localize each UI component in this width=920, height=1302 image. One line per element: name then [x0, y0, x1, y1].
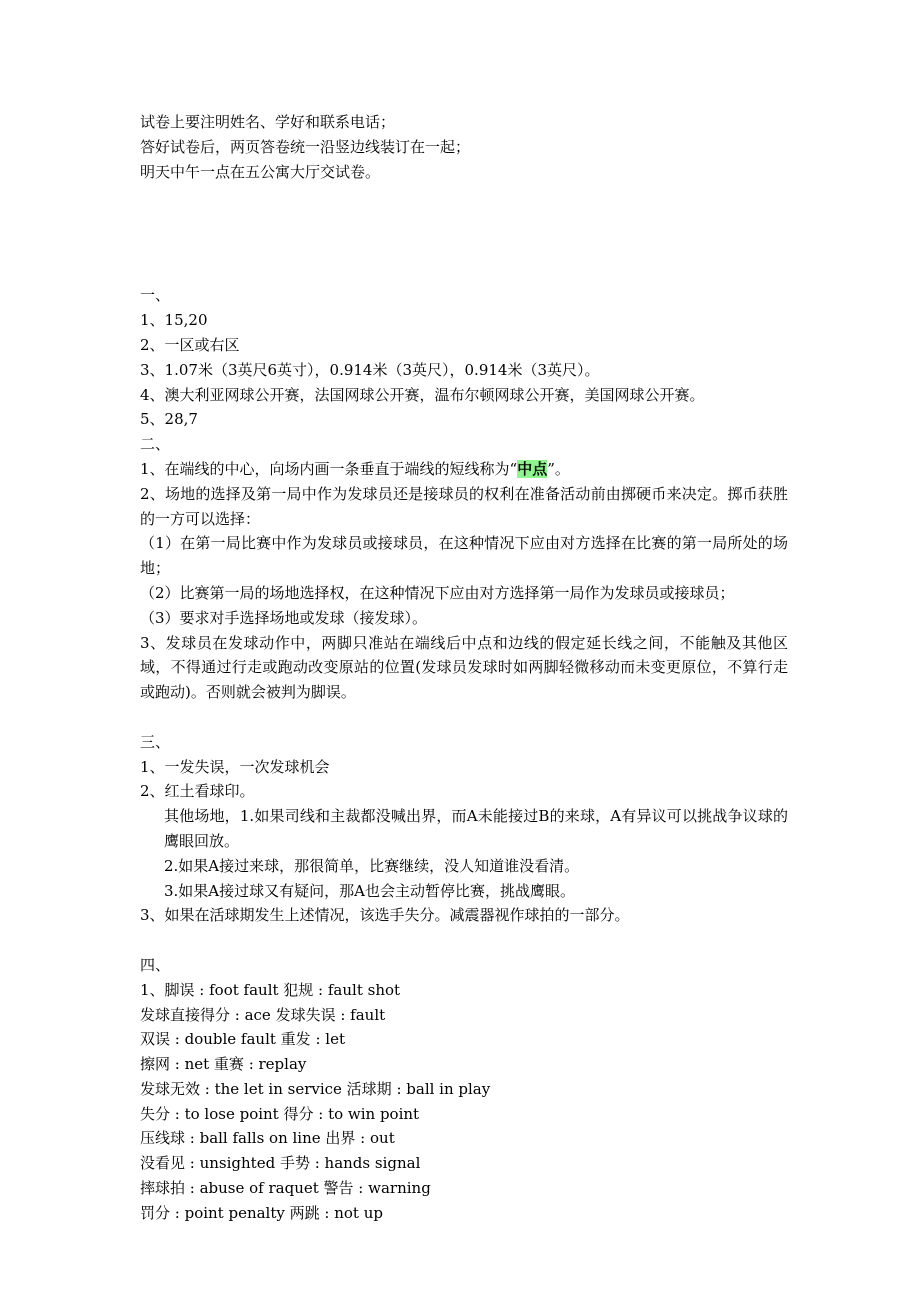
spacer: [140, 928, 788, 953]
section3-q2: 2、红土看球印。: [140, 782, 255, 801]
section2-q2: 2、场地的选择及第一局中作为发球员还是接球员的权利在准备活动前由掷硬币来决定。掷币获胜的一方可以选择：: [140, 484, 788, 528]
document-body: [140, 110, 788, 1226]
section2-q1-suffix: ”。: [547, 459, 570, 478]
section3-heading: 三、: [140, 732, 171, 751]
spacer: [140, 705, 788, 730]
section1-item: 3、1.07米（3英尺6英寸），0.914米（3英尺），0.914米（3英尺）。: [140, 360, 600, 379]
section2-q2-option: （1）在第一局比赛中作为发球员或接球员，在这种情况下应由对方选择在比赛的第一局所处的场地；: [140, 534, 788, 578]
note-line: 答好试卷后，两页答卷统一沿竖边线装订在一起；: [140, 137, 471, 156]
glossary-line: 擦网 : net 重赛 : replay: [140, 1055, 307, 1074]
section3-q3: 3、如果在活球期发生上述情况，该选手失分。减震器视作球拍的一部分。: [140, 906, 630, 925]
section2-q1: [140, 457, 788, 482]
section3-q2-sub: 2.如果A接过来球，那很简单，比赛继续，没人知道谁没看清。: [164, 856, 580, 875]
glossary-line: 压线球 : ball falls on line 出界 : out: [140, 1129, 395, 1148]
section1-item: 5、28,7: [140, 410, 198, 429]
section1-heading: 一、: [140, 286, 171, 305]
section1-item: 4、澳大利亚网球公开赛，法国网球公开赛，温布尔顿网球公开赛，美国网球公开赛。: [140, 385, 705, 404]
section3-q1: 1、一发失误，一次发球机会: [140, 757, 330, 776]
note-line: 明天中午一点在五公寓大厅交试卷。: [140, 162, 381, 181]
section2-q2-option: （2）比赛第一局的场地选择权，在这种情况下应由对方选择第一局作为发球员或接球员；: [140, 583, 735, 602]
section3-q2-sub: 其他场地，1.如果司线和主裁都没喊出界，而A未能接过B的来球，A有异议可以挑战争议球的鹰眼回放。: [164, 807, 788, 850]
glossary-line: 没看见 : unsighted 手势 : hands signal: [140, 1154, 421, 1173]
section2-q3: 3、发球员在发球动作中，两脚只准站在端线后中点和边线的假定延长线之间，不能触及其他区域，不得通过行走或跑动改变原站的位置(发球员发球时如两脚轻微移动而未变更原位，不算行走或跑动)。否则就会被判为脚误。: [140, 633, 788, 702]
spacer: [140, 184, 788, 283]
glossary-line: 双误 : double fault 重发 : let: [140, 1030, 345, 1049]
note-line: 试卷上要注明姓名、学好和联系电话；: [140, 113, 396, 131]
section1-item: 1、15,20: [140, 311, 208, 330]
glossary-line: 1、脚误 : foot fault 犯规 : fault shot: [140, 980, 401, 999]
glossary-line: 发球无效 : the let in service 活球期 : ball in play: [140, 1079, 491, 1098]
glossary-line: 摔球拍 : abuse of raquet 警告 : warning: [140, 1179, 431, 1198]
glossary-line: 发球直接得分 : ace 发球失误 : fault: [140, 1005, 386, 1024]
section2-heading: 二、: [140, 435, 171, 454]
glossary-line: 失分 : to lose point 得分 : to win point: [140, 1104, 420, 1123]
section2-q2-option: （3）要求对手选择场地或发球（接发球）。: [140, 608, 428, 627]
section2-q1-prefix: 1、在端线的中心，向场内画一条垂直于端线的短线称为“: [140, 459, 518, 478]
glossary-line: 罚分 : point penalty 两跳 : not up: [140, 1203, 383, 1222]
section3-q2-sub: 3.如果A接过球又有疑问，那A也会主动暂停比赛，挑战鹰眼。: [164, 881, 575, 900]
highlighted-term: 中点: [517, 459, 548, 478]
section4-heading: 四、: [140, 955, 171, 974]
section1-item: 2、一区或右区: [140, 335, 240, 354]
